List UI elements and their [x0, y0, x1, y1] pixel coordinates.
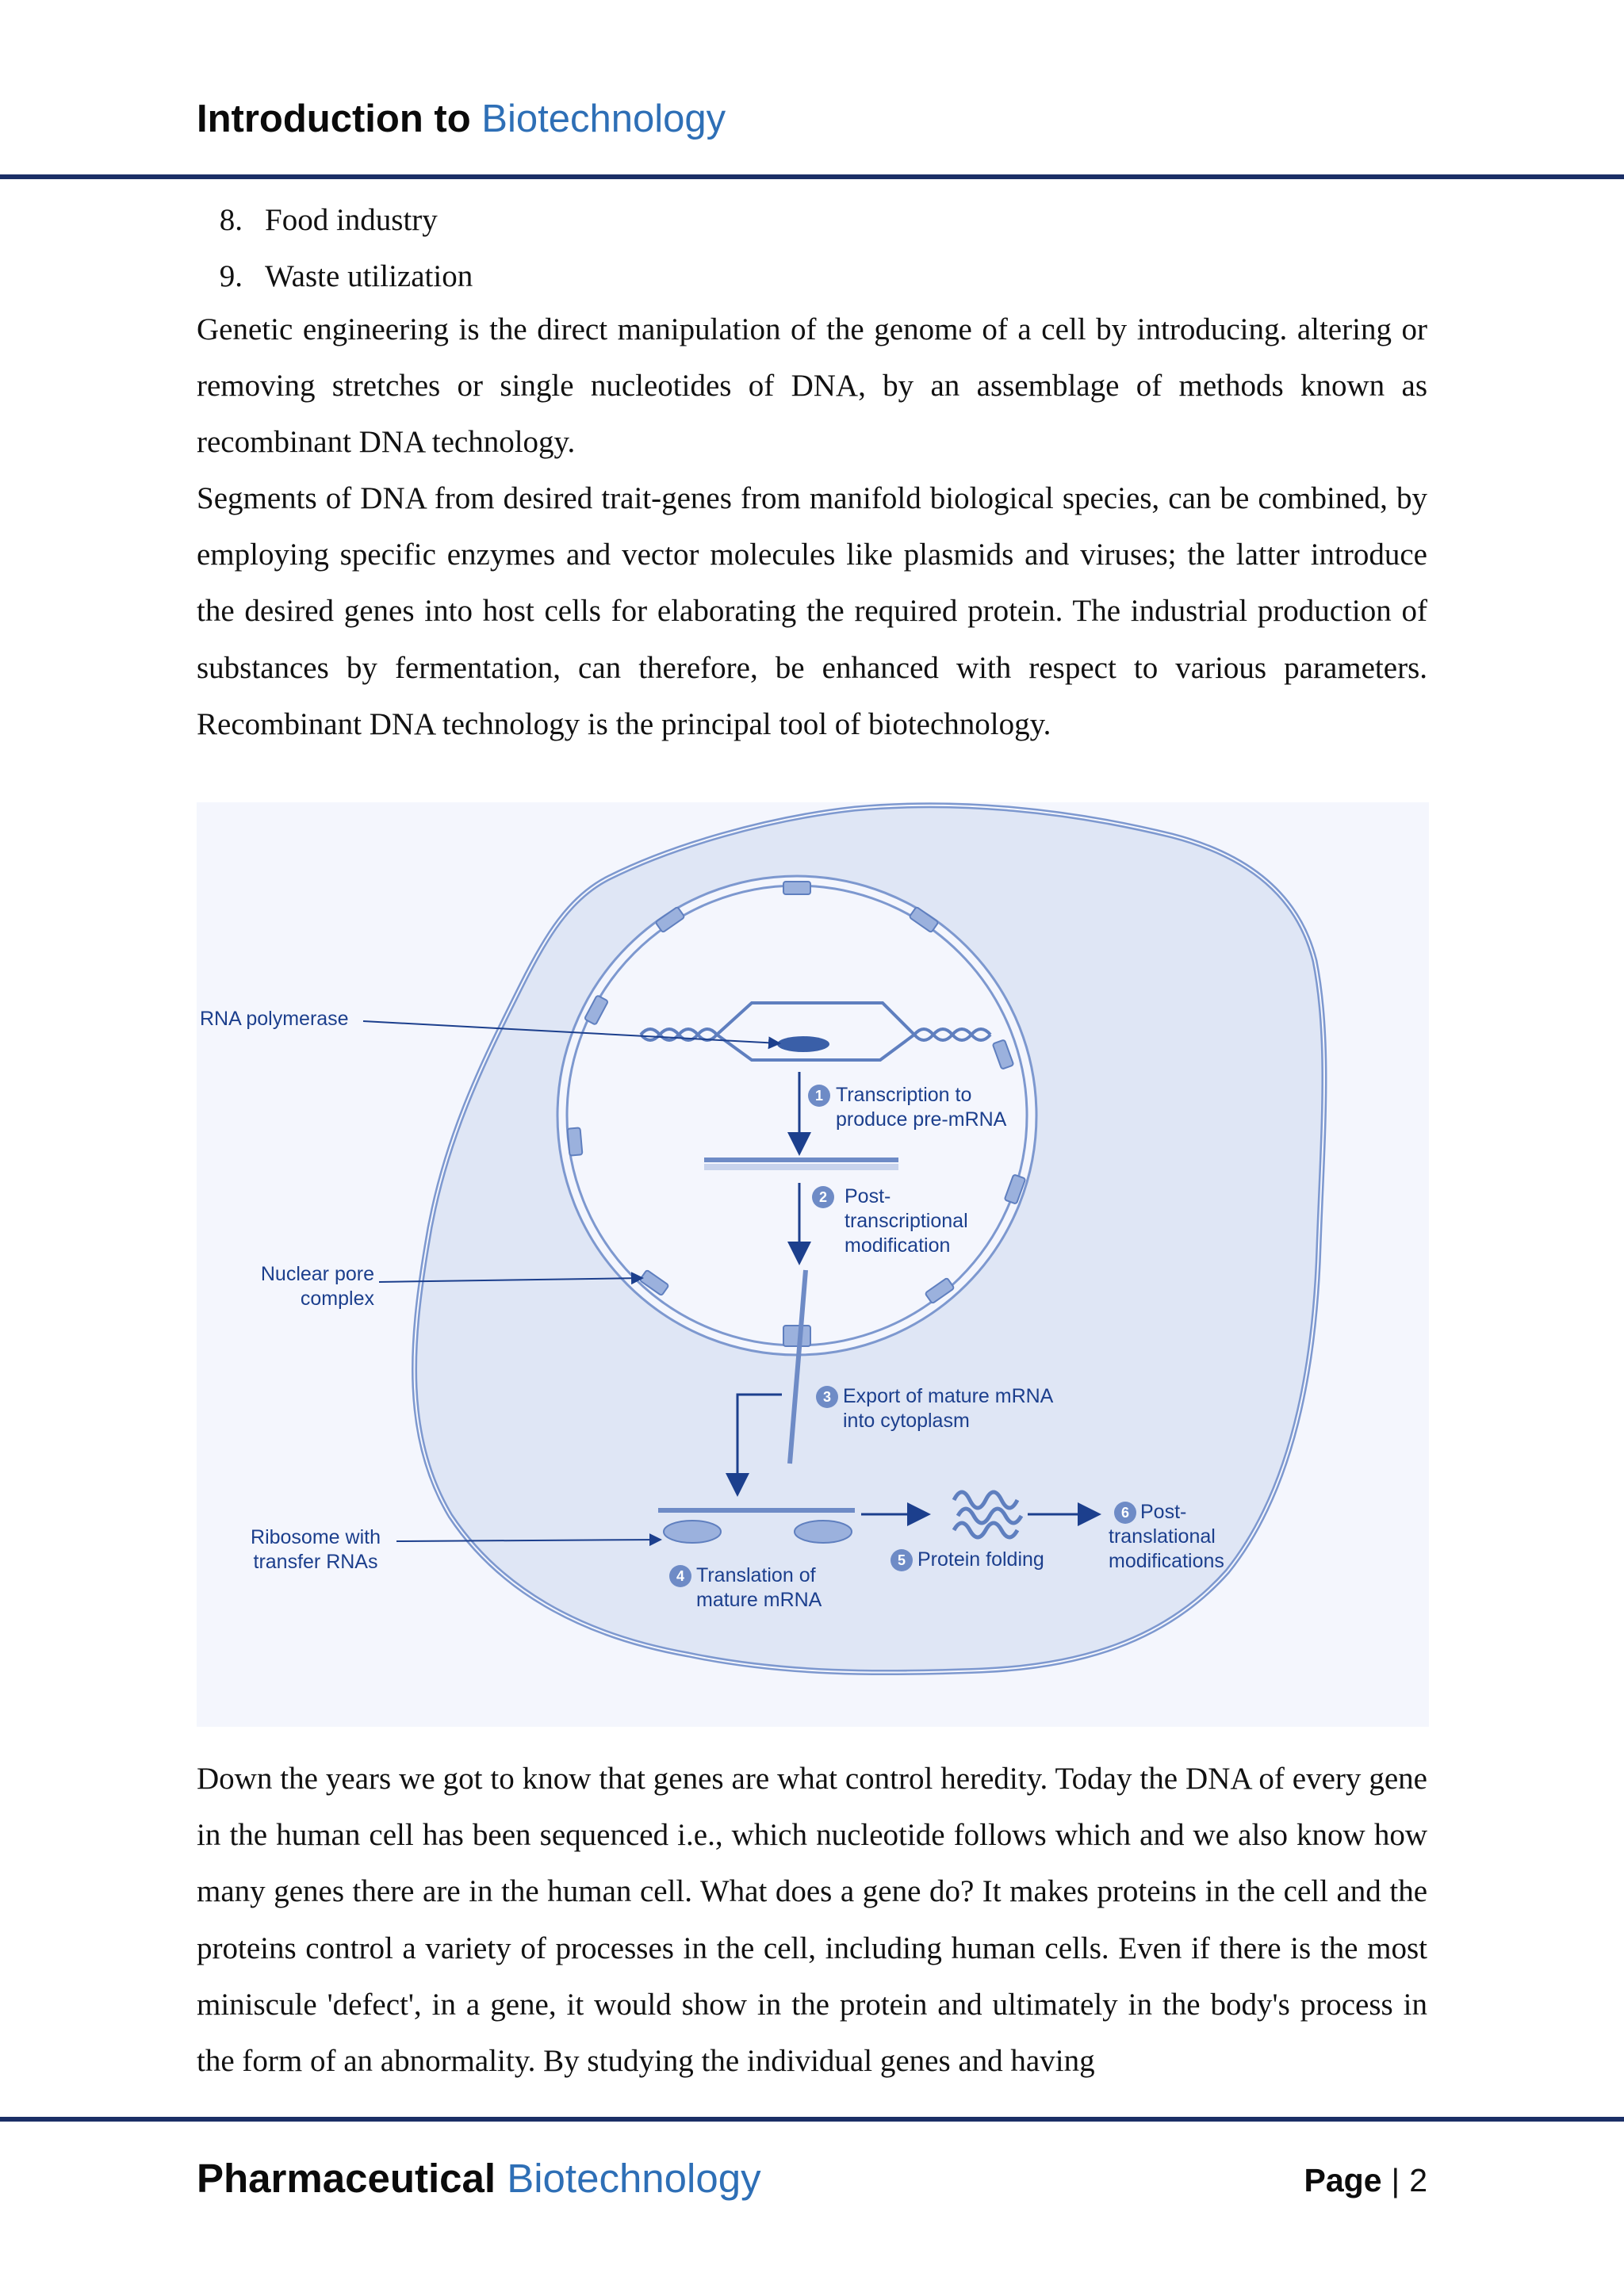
application-list	[197, 192, 473, 304]
step-1-badge: 1	[808, 1085, 830, 1107]
ribosome-mrna	[658, 1508, 855, 1513]
step-1-line1: Transcription to	[836, 1084, 972, 1106]
step-1-line2: produce pre-mRNA	[836, 1108, 1007, 1131]
gene-expression-figure	[197, 802, 1429, 1727]
step-2-line1: Post-	[845, 1185, 891, 1207]
paragraph-genes-heredity: Down the years we got to know that genes are what control heredity. Today the DNA of every gene in the human cell has been sequenced i.e., which nucleotide follows which and we also know how many genes there are in the human cell. What does a gene do? It makes proteins in the cell and the proteins control a variety of processes in the cell, including human cells. Even if there is the most miniscule 'defect', in a gene, it would show in the protein and ultimately in the body's process in the form of an abnormality. By studying the individual genes and having	[197, 1762, 1427, 2079]
label-rna-polymerase: RNA polymerase	[200, 1008, 349, 1030]
list-item-number: 9.	[219, 259, 243, 293]
step-5-label	[917, 1548, 1044, 1572]
step-4-line2: mature mRNA	[696, 1589, 822, 1611]
list-item	[197, 248, 473, 304]
step-6-line3: modifications	[1109, 1550, 1224, 1572]
page-separator: |	[1391, 2162, 1400, 2198]
pre-mrna	[704, 1158, 898, 1162]
list-item-text: Waste utilization	[265, 259, 473, 293]
footer-title-accent: Biotechnology	[507, 2156, 761, 2201]
label-ribosome-line2: transfer RNAs	[253, 1551, 378, 1573]
list-item	[197, 192, 473, 248]
step-3-line1: Export of mature mRNA	[843, 1385, 1054, 1407]
step-6-line1: Post-	[1140, 1501, 1187, 1523]
step-2-line2: transcriptional	[845, 1210, 968, 1232]
step-6-line2: translational	[1109, 1525, 1216, 1548]
step-2-label	[845, 1184, 968, 1258]
step-6-label	[1109, 1500, 1224, 1574]
rna-polymerase-shape	[777, 1036, 829, 1052]
list-item-text: Food industry	[265, 203, 438, 237]
footer-rule	[0, 2117, 1624, 2122]
header-title	[197, 94, 726, 144]
footer-title-bold: Pharmaceutical	[197, 2156, 496, 2201]
step-5-line1: Protein folding	[917, 1548, 1044, 1571]
list-item-number: 8.	[219, 203, 243, 237]
header-title-accent: Biotechnology	[481, 98, 726, 140]
page-number-value: 2	[1409, 2162, 1427, 2198]
footer-title	[197, 2153, 761, 2204]
label-nuclear-pore	[255, 1262, 374, 1311]
page-number	[1304, 2156, 1427, 2204]
paragraph-genetic-engineering: Genetic engineering is the direct manipulation of the genome of a cell by introducing. altering or removing stretches or single nucleotides of DNA, by an assemblage of methods known as recombinant DNA technology.	[197, 312, 1427, 460]
step-4-line1: Translation of	[696, 1564, 816, 1586]
header-rule	[0, 174, 1624, 179]
step-3-line2: into cytoplasm	[843, 1410, 970, 1432]
label-ribosome	[244, 1525, 387, 1575]
step-2-line3: modification	[845, 1234, 951, 1257]
step-3-badge: 3	[816, 1386, 838, 1408]
page-header	[0, 0, 1624, 184]
label-ribosome-line1: Ribosome with	[251, 1526, 381, 1548]
step-3-label	[843, 1384, 1053, 1433]
label-nuclear-pore-line2: complex	[300, 1288, 374, 1310]
paragraph-recombinant-dna: Segments of DNA from desired trait-genes from manifold biological species, can be combined, by employing specific enzymes and vector molecules like plasmids and viruses; the latter introduce the desired genes into host cells for elaborating the required protein. The industrial production of substances by fermentation, can therefore, be enhanced with respect to various parameters. Recombinant DNA technology is the principal tool of biotechnology.	[197, 481, 1427, 741]
step-1-label	[836, 1083, 1006, 1132]
step-5-badge: 5	[891, 1549, 913, 1571]
step-2-badge: 2	[812, 1186, 834, 1208]
page-label: Page	[1304, 2162, 1382, 2198]
step-4-label	[696, 1563, 822, 1613]
step-4-badge: 4	[669, 1565, 691, 1587]
step-6-badge: 6	[1114, 1502, 1136, 1524]
label-nuclear-pore-line1: Nuclear pore	[260, 1263, 374, 1285]
header-title-bold: Introduction to	[197, 98, 471, 140]
